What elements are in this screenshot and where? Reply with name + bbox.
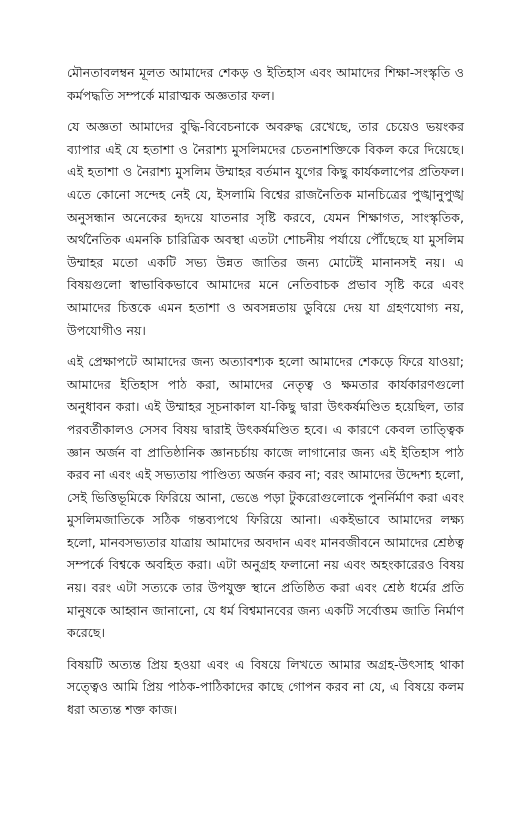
paragraph-4: বিষয়টি অত্যন্ত প্রিয় হওয়া এবং এ বিষয়ে লিখতে আমার অগ্রহ-উৎসাহ থাকা সত্ত্বেও আমি প্রিয় পাঠক-পাঠিকাদের কাছে গোপন করব না যে, এ বিষয়ে কলম ধরা অত্যন্ত শক্ত কাজ।	[67, 656, 464, 718]
paragraph-1: মৌনতাবলম্বন মূলত আমাদের শেকড় ও ইতিহাস এবং আমাদের শিক্ষা-সংস্কৃতি ও কর্মপদ্ধতি সম্পর্কে মারাত্মক অজ্ঞতার ফল।	[67, 65, 464, 103]
paragraph-2: যে অজ্ঞতা আমাদের বুদ্ধি-বিবেচনাকে অবরুদ্ধ রেখেছে, তার চেয়েও ভয়ংকর ব্যাপার এই যে হতাশা ও নৈরাশ্য মুসলিমদের চেতনাশক্তিকে বিকল করে দিয়েছে। এই হতাশা ও নৈরাশ্য মুসলিম উম্মাহর বর্তমান যুগের কিছু কার্যকলাপের প্রতিফল। এতে কোনো সন্দেহ নেই যে, ইসলামি বিশ্বের রাজনৈতিক মানচিত্রের পুঙ্খানুপুঙ্খ অনুসন্ধান অনেকের হৃদয়ে যাতনার সৃষ্টি করবে, যেমন শিক্ষাগত, সাংস্কৃতিক, অর্থনৈতিক এমনকি চারিত্রিক অবস্থা এতটা শোচনীয় পর্যায়ে পৌঁছেছে যা মুসলিম উম্মাহর মতো একটি সভ্য উন্নত জাতির জন্য মোটেই মানানসই নয়। এ বিষয়গুলো স্বাভাবিকভাবে আমাদের মনে নেতিবাচক প্রভাব সৃষ্টি করে এবং আমাদের চিত্তকে এমন হতাশা ও অবসন্নতায় ডুবিয়ে দেয় যা গ্রহণযোগ্য নয়, উপযোগীও নয়।	[67, 119, 464, 338]
paragraph-3: এই প্রেক্ষাপটে আমাদের জন্য অত্যাবশ্যক হলো আমাদের শেকড়ে ফিরে যাওয়া; আমাদের ইতিহাস পাঠ করা, আমাদের নেতৃত্ব ও ক্ষমতার কার্যকারণগুলো অনুধাবন করা। এই উম্মাহর সূচনাকাল যা-কিছু দ্বারা উৎকর্ষমণ্ডিত হয়েছিল, তার পরবর্তীকালও সেসব বিষয় দ্বারাই উৎকর্ষমণ্ডিত হবে। এ কারণে কেবল তাত্ত্বিক জ্ঞান অর্জন বা প্রাতিষ্ঠানিক জ্ঞানচর্চায় কাজে লাগানোর জন্য এই ইতিহাস পাঠ করব না এবং এই সভ্যতায় পাণ্ডিত্য অর্জন করব না; বরং আমাদের উদ্দেশ্য হলো, সেই ভিত্তিভূমিকে ফিরিয়ে আনা, ভেঙে পড়া টুকরোগুলোকে পুনর্নির্মাণ করা এবং মুসলিমজাতিকে সঠিক গন্তব্যপথে ফিরিয়ে আনা। একইভাবে আমাদের লক্ষ্য হলো, মানবসভ্যতার যাত্রায় আমাদের অবদান এবং মানবজীবনে আমাদের শ্রেষ্ঠত্ব সম্পর্কে বিশ্বকে অবহিত করা। এটা অনুগ্রহ ফলানো নয় এবং অহংকারেরও বিষয় নয়। বরং এটা সত্যকে তার উপযুক্ত স্থানে প্রতিষ্ঠিত করা এবং শ্রেষ্ঠ ধর্মের প্রতি মানুষকে আহ্বান জানানো, যে ধর্ম বিশ্বমানবের জন্য একটি সর্বোত্তম জাতি নির্মাণ করেছে।	[67, 354, 464, 641]
book-page	[67, 62, 464, 731]
